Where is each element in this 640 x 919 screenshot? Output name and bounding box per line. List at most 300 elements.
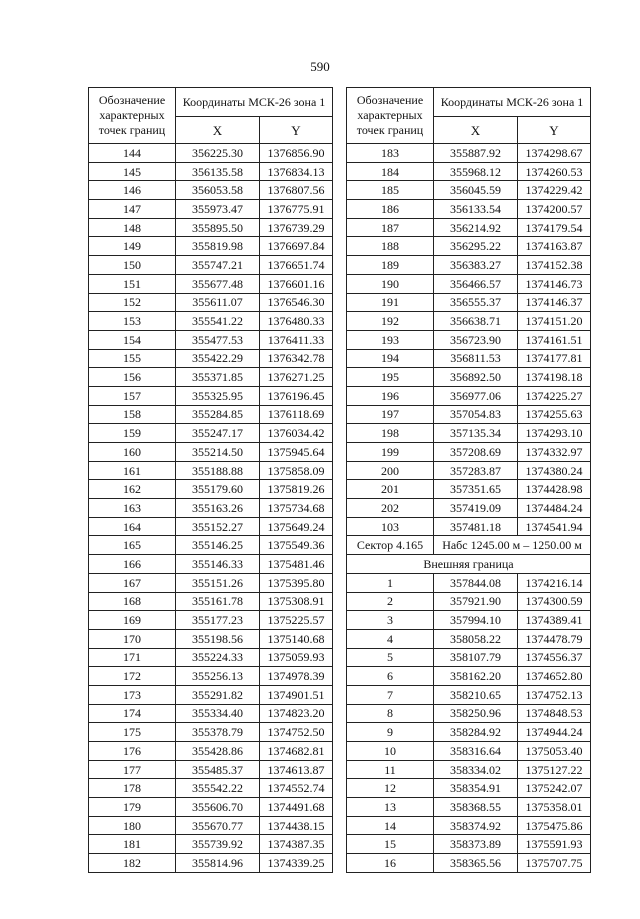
outer-boundary-label: Внешняя граница — [347, 555, 591, 574]
table-row — [89, 835, 333, 854]
table-row — [347, 611, 591, 630]
table-row — [347, 704, 591, 723]
point-number-cell: 147 — [89, 200, 176, 219]
x-coordinate-cell: 358210.65 — [434, 685, 518, 704]
x-coordinate-cell: 358250.96 — [434, 704, 518, 723]
point-number-cell: 164 — [89, 517, 176, 536]
point-column-header: Обозначение характерных точек границ — [89, 88, 176, 144]
y-coordinate-cell: 1376480.33 — [260, 312, 333, 331]
point-number-cell: 169 — [89, 611, 176, 630]
y-coordinate-cell: 1375858.09 — [260, 461, 333, 480]
x-coordinate-cell: 357135.34 — [434, 424, 518, 443]
x-coordinate-cell: 357994.10 — [434, 611, 518, 630]
point-number-cell: 199 — [347, 443, 434, 462]
y-coordinate-cell: 1374387.35 — [260, 835, 333, 854]
point-number-cell: 180 — [89, 816, 176, 835]
y-coordinate-cell: 1375059.93 — [260, 648, 333, 667]
x-coordinate-cell: 357054.83 — [434, 405, 518, 424]
point-number-cell: 5 — [347, 648, 434, 667]
table-row — [89, 256, 333, 275]
point-number-cell: 3 — [347, 611, 434, 630]
table-row — [347, 293, 591, 312]
table-row — [89, 760, 333, 779]
y-column-header: Y — [260, 117, 333, 144]
x-coordinate-cell: 356053.58 — [176, 181, 260, 200]
y-coordinate-cell: 1376601.16 — [260, 274, 333, 293]
y-coordinate-cell: 1374389.41 — [518, 611, 591, 630]
x-coordinate-cell: 355214.50 — [176, 443, 260, 462]
y-coordinate-cell: 1376034.42 — [260, 424, 333, 443]
y-coordinate-cell: 1376856.90 — [260, 144, 333, 163]
point-number-cell: 183 — [347, 144, 434, 163]
x-coordinate-cell: 358284.92 — [434, 723, 518, 742]
x-coordinate-cell: 355224.33 — [176, 648, 260, 667]
table-row — [89, 312, 333, 331]
point-number-cell: 9 — [347, 723, 434, 742]
y-coordinate-cell: 1374552.74 — [260, 779, 333, 798]
table-row — [89, 648, 333, 667]
x-coordinate-cell: 358162.20 — [434, 667, 518, 686]
right-coordinates-table — [346, 87, 591, 873]
table-row — [89, 162, 333, 181]
x-coordinate-cell: 355677.48 — [176, 274, 260, 293]
point-number-cell: 16 — [347, 854, 434, 873]
table-row — [89, 480, 333, 499]
table-row — [89, 330, 333, 349]
point-number-cell: 158 — [89, 405, 176, 424]
x-coordinate-cell: 356133.54 — [434, 200, 518, 219]
y-coordinate-cell: 1374225.27 — [518, 386, 591, 405]
point-number-cell: 152 — [89, 293, 176, 312]
y-coordinate-cell: 1376775.91 — [260, 200, 333, 219]
table-row — [347, 835, 591, 854]
point-number-cell: 163 — [89, 499, 176, 518]
table-row — [89, 742, 333, 761]
point-number-cell: 176 — [89, 742, 176, 761]
table-row — [89, 461, 333, 480]
table-row — [89, 144, 333, 163]
table-row — [347, 573, 591, 592]
point-number-cell: 146 — [89, 181, 176, 200]
x-coordinate-cell: 357283.87 — [434, 461, 518, 480]
table-row — [89, 218, 333, 237]
point-number-cell: 167 — [89, 573, 176, 592]
point-number-cell: 2 — [347, 592, 434, 611]
table-row — [347, 274, 591, 293]
table-row — [89, 667, 333, 686]
x-coordinate-cell: 355371.85 — [176, 368, 260, 387]
table-row — [89, 779, 333, 798]
x-coordinate-cell: 358334.02 — [434, 760, 518, 779]
x-coordinate-cell: 355325.95 — [176, 386, 260, 405]
point-number-cell: 149 — [89, 237, 176, 256]
point-number-cell: 178 — [89, 779, 176, 798]
point-number-cell: 155 — [89, 349, 176, 368]
y-coordinate-cell: 1376271.25 — [260, 368, 333, 387]
x-coordinate-cell: 355151.26 — [176, 573, 260, 592]
x-coordinate-cell: 355146.25 — [176, 536, 260, 555]
table-row — [89, 704, 333, 723]
x-coordinate-cell: 355606.70 — [176, 798, 260, 817]
y-coordinate-cell: 1374146.37 — [518, 293, 591, 312]
y-coordinate-cell: 1374613.87 — [260, 760, 333, 779]
table-row — [347, 368, 591, 387]
left-coordinates-table — [88, 87, 333, 873]
point-number-cell: 189 — [347, 256, 434, 275]
outer-boundary-row — [347, 555, 591, 574]
x-coordinate-cell: 355973.47 — [176, 200, 260, 219]
y-coordinate-cell: 1375140.68 — [260, 629, 333, 648]
table-row — [89, 685, 333, 704]
x-coordinate-cell: 358365.56 — [434, 854, 518, 873]
y-coordinate-cell: 1375395.80 — [260, 573, 333, 592]
x-coordinate-cell: 357481.18 — [434, 517, 518, 536]
x-coordinate-cell: 355428.86 — [176, 742, 260, 761]
table-row — [347, 648, 591, 667]
x-coordinate-cell: 356045.59 — [434, 181, 518, 200]
point-number-cell: 185 — [347, 181, 434, 200]
x-coordinate-cell: 356638.71 — [434, 312, 518, 331]
y-coordinate-cell: 1374151.20 — [518, 312, 591, 331]
y-coordinate-cell: 1375649.24 — [260, 517, 333, 536]
y-coordinate-cell: 1374752.50 — [260, 723, 333, 742]
y-coordinate-cell: 1374752.13 — [518, 685, 591, 704]
table-row — [347, 386, 591, 405]
table-row — [89, 181, 333, 200]
x-coordinate-cell: 355163.26 — [176, 499, 260, 518]
table-row — [347, 685, 591, 704]
y-coordinate-cell: 1376697.84 — [260, 237, 333, 256]
point-number-cell: 7 — [347, 685, 434, 704]
point-number-cell: 184 — [347, 162, 434, 181]
point-number-cell: 12 — [347, 779, 434, 798]
y-coordinate-cell: 1374823.20 — [260, 704, 333, 723]
table-row — [347, 330, 591, 349]
point-number-cell: 174 — [89, 704, 176, 723]
x-coordinate-cell: 356135.58 — [176, 162, 260, 181]
y-coordinate-cell: 1374163.87 — [518, 237, 591, 256]
table-row — [89, 816, 333, 835]
table-row — [347, 760, 591, 779]
table-row — [347, 200, 591, 219]
y-coordinate-cell: 1374484.24 — [518, 499, 591, 518]
x-coordinate-cell: 355814.96 — [176, 854, 260, 873]
x-coordinate-cell: 355334.40 — [176, 704, 260, 723]
point-number-cell: 8 — [347, 704, 434, 723]
point-number-cell: 6 — [347, 667, 434, 686]
y-coordinate-cell: 1374339.25 — [260, 854, 333, 873]
point-number-cell: 179 — [89, 798, 176, 817]
table-row — [89, 386, 333, 405]
point-number-cell: 162 — [89, 480, 176, 499]
point-number-cell: 190 — [347, 274, 434, 293]
point-number-cell: 201 — [347, 480, 434, 499]
point-number-cell: 186 — [347, 200, 434, 219]
table-row — [89, 555, 333, 574]
table-row — [347, 517, 591, 536]
table-row — [347, 237, 591, 256]
x-coordinate-cell: 356723.90 — [434, 330, 518, 349]
y-coordinate-cell: 1374541.94 — [518, 517, 591, 536]
table-row — [89, 443, 333, 462]
x-coordinate-cell: 355291.82 — [176, 685, 260, 704]
y-coordinate-cell: 1376651.74 — [260, 256, 333, 275]
point-number-cell: 160 — [89, 443, 176, 462]
x-coordinate-cell: 355378.79 — [176, 723, 260, 742]
table-row — [347, 816, 591, 835]
y-coordinate-cell: 1374198.18 — [518, 368, 591, 387]
x-coordinate-cell: 356977.06 — [434, 386, 518, 405]
sector-row — [347, 536, 591, 555]
x-coordinate-cell: 355177.23 — [176, 611, 260, 630]
x-coordinate-cell: 355541.22 — [176, 312, 260, 331]
point-number-cell: 150 — [89, 256, 176, 275]
table-row — [347, 312, 591, 331]
x-coordinate-cell: 355161.78 — [176, 592, 260, 611]
y-coordinate-cell: 1374944.24 — [518, 723, 591, 742]
point-number-cell: 177 — [89, 760, 176, 779]
table-row — [347, 218, 591, 237]
y-coordinate-cell: 1374478.79 — [518, 629, 591, 648]
y-coordinate-cell: 1375734.68 — [260, 499, 333, 518]
x-coordinate-cell: 355485.37 — [176, 760, 260, 779]
y-coordinate-cell: 1374298.67 — [518, 144, 591, 163]
table-row — [347, 144, 591, 163]
table-row — [347, 723, 591, 742]
point-number-cell: 196 — [347, 386, 434, 405]
point-number-cell: 173 — [89, 685, 176, 704]
x-coordinate-cell: 358107.79 — [434, 648, 518, 667]
y-coordinate-cell: 1374491.68 — [260, 798, 333, 817]
y-coordinate-cell: 1374229.42 — [518, 181, 591, 200]
page-number: 590 — [310, 59, 330, 74]
point-number-cell: 15 — [347, 835, 434, 854]
y-coordinate-cell: 1375053.40 — [518, 742, 591, 761]
point-number-cell: 171 — [89, 648, 176, 667]
point-number-cell: 182 — [89, 854, 176, 873]
point-number-cell: 148 — [89, 218, 176, 237]
x-coordinate-cell: 356892.50 — [434, 368, 518, 387]
table-row — [89, 293, 333, 312]
point-number-cell: 145 — [89, 162, 176, 181]
x-coordinate-cell: 355247.17 — [176, 424, 260, 443]
point-number-cell: 157 — [89, 386, 176, 405]
x-coordinate-cell: 355422.29 — [176, 349, 260, 368]
y-coordinate-cell: 1374380.24 — [518, 461, 591, 480]
x-coordinate-cell: 357208.69 — [434, 443, 518, 462]
x-coordinate-cell: 355739.92 — [176, 835, 260, 854]
y-coordinate-cell: 1376118.69 — [260, 405, 333, 424]
point-number-cell: 103 — [347, 517, 434, 536]
point-number-cell: 153 — [89, 312, 176, 331]
coord-system-header: Координаты МСК-26 зона 1 — [176, 88, 333, 117]
table-row — [89, 536, 333, 555]
y-coordinate-cell: 1375242.07 — [518, 779, 591, 798]
x-column-header: X — [434, 117, 518, 144]
y-coordinate-cell: 1374293.10 — [518, 424, 591, 443]
point-number-cell: 175 — [89, 723, 176, 742]
x-coordinate-cell: 356295.22 — [434, 237, 518, 256]
point-number-cell: 161 — [89, 461, 176, 480]
sector-label: Сектор 4.165 — [347, 536, 434, 555]
y-coordinate-cell: 1374848.53 — [518, 704, 591, 723]
x-coordinate-cell: 355477.53 — [176, 330, 260, 349]
table-row — [347, 424, 591, 443]
y-coordinate-cell: 1376834.13 — [260, 162, 333, 181]
y-coordinate-cell: 1374428.98 — [518, 480, 591, 499]
y-coordinate-cell: 1374332.97 — [518, 443, 591, 462]
x-coordinate-cell: 355152.27 — [176, 517, 260, 536]
point-number-cell: 165 — [89, 536, 176, 555]
point-number-cell: 191 — [347, 293, 434, 312]
point-number-cell: 170 — [89, 629, 176, 648]
table-row — [347, 798, 591, 817]
x-coordinate-cell: 355670.77 — [176, 816, 260, 835]
y-coordinate-cell: 1374152.38 — [518, 256, 591, 275]
y-coordinate-cell: 1375225.57 — [260, 611, 333, 630]
x-coordinate-cell: 358373.89 — [434, 835, 518, 854]
sector-section — [347, 536, 591, 573]
table-row — [347, 742, 591, 761]
table-row — [89, 237, 333, 256]
y-coordinate-cell: 1376342.78 — [260, 349, 333, 368]
coord-system-header: Координаты МСК-26 зона 1 — [434, 88, 591, 117]
table-row — [89, 349, 333, 368]
x-coordinate-cell: 356383.27 — [434, 256, 518, 275]
point-number-cell: 10 — [347, 742, 434, 761]
table-row — [347, 181, 591, 200]
right-table-body-lower — [347, 573, 591, 872]
table-row — [347, 854, 591, 873]
point-number-cell: 195 — [347, 368, 434, 387]
x-coordinate-cell: 356811.53 — [434, 349, 518, 368]
y-coordinate-cell: 1374682.81 — [260, 742, 333, 761]
table-row — [89, 573, 333, 592]
y-coordinate-cell: 1375549.36 — [260, 536, 333, 555]
point-number-cell: 151 — [89, 274, 176, 293]
x-coordinate-cell: 355198.56 — [176, 629, 260, 648]
x-coordinate-cell: 357844.08 — [434, 573, 518, 592]
right-table-body-upper — [347, 144, 591, 536]
y-coordinate-cell: 1374146.73 — [518, 274, 591, 293]
x-coordinate-cell: 355179.60 — [176, 480, 260, 499]
table-row — [347, 461, 591, 480]
y-coordinate-cell: 1375707.75 — [518, 854, 591, 873]
x-coordinate-cell: 355968.12 — [434, 162, 518, 181]
point-number-cell: 1 — [347, 573, 434, 592]
table-row — [347, 256, 591, 275]
x-coordinate-cell: 355819.98 — [176, 237, 260, 256]
y-coordinate-cell: 1375127.22 — [518, 760, 591, 779]
y-coordinate-cell: 1376739.29 — [260, 218, 333, 237]
point-number-cell: 14 — [347, 816, 434, 835]
y-coordinate-cell: 1375819.26 — [260, 480, 333, 499]
table-row — [89, 723, 333, 742]
point-number-cell: 172 — [89, 667, 176, 686]
y-coordinate-cell: 1374255.63 — [518, 405, 591, 424]
x-coordinate-cell: 355542.22 — [176, 779, 260, 798]
table-row — [89, 274, 333, 293]
y-coordinate-cell: 1375591.93 — [518, 835, 591, 854]
table-row — [347, 779, 591, 798]
y-coordinate-cell: 1374300.59 — [518, 592, 591, 611]
y-coordinate-cell: 1374161.51 — [518, 330, 591, 349]
point-number-cell: 188 — [347, 237, 434, 256]
x-coordinate-cell: 355747.21 — [176, 256, 260, 275]
x-coordinate-cell: 357351.65 — [434, 480, 518, 499]
x-coordinate-cell: 357921.90 — [434, 592, 518, 611]
table-row — [347, 405, 591, 424]
x-coordinate-cell: 355611.07 — [176, 293, 260, 312]
point-number-cell: 187 — [347, 218, 434, 237]
x-coordinate-cell: 358354.91 — [434, 779, 518, 798]
table-row — [89, 629, 333, 648]
point-column-header: Обозначение характерных точек границ — [347, 88, 434, 144]
point-number-cell: 154 — [89, 330, 176, 349]
y-coordinate-cell: 1374260.53 — [518, 162, 591, 181]
left-table-body — [89, 144, 333, 873]
point-number-cell: 168 — [89, 592, 176, 611]
y-coordinate-cell: 1374216.14 — [518, 573, 591, 592]
x-coordinate-cell: 356466.57 — [434, 274, 518, 293]
x-coordinate-cell: 356214.92 — [434, 218, 518, 237]
point-number-cell: 13 — [347, 798, 434, 817]
point-number-cell: 198 — [347, 424, 434, 443]
y-coordinate-cell: 1374978.39 — [260, 667, 333, 686]
point-number-cell: 197 — [347, 405, 434, 424]
y-coordinate-cell: 1376807.56 — [260, 181, 333, 200]
x-coordinate-cell: 356225.30 — [176, 144, 260, 163]
point-number-cell: 156 — [89, 368, 176, 387]
table-row — [89, 798, 333, 817]
point-number-cell: 194 — [347, 349, 434, 368]
y-coordinate-cell: 1375308.91 — [260, 592, 333, 611]
table-row — [89, 424, 333, 443]
y-coordinate-cell: 1376196.45 — [260, 386, 333, 405]
x-coordinate-cell: 358316.64 — [434, 742, 518, 761]
y-coordinate-cell: 1374652.80 — [518, 667, 591, 686]
point-number-cell: 200 — [347, 461, 434, 480]
table-row — [89, 200, 333, 219]
table-row — [89, 854, 333, 873]
sector-elevation: Набс 1245.00 м – 1250.00 м — [434, 536, 591, 555]
point-number-cell: 4 — [347, 629, 434, 648]
y-coordinate-cell: 1374901.51 — [260, 685, 333, 704]
x-column-header: X — [176, 117, 260, 144]
table-row — [347, 349, 591, 368]
x-coordinate-cell: 355256.13 — [176, 667, 260, 686]
y-column-header: Y — [518, 117, 591, 144]
x-coordinate-cell: 355887.92 — [434, 144, 518, 163]
table-row — [89, 368, 333, 387]
x-coordinate-cell: 357419.09 — [434, 499, 518, 518]
y-coordinate-cell: 1375945.64 — [260, 443, 333, 462]
point-number-cell: 192 — [347, 312, 434, 331]
x-coordinate-cell: 355188.88 — [176, 461, 260, 480]
table-row — [347, 480, 591, 499]
table-row — [89, 592, 333, 611]
x-coordinate-cell: 358374.92 — [434, 816, 518, 835]
point-number-cell: 144 — [89, 144, 176, 163]
table-row — [347, 499, 591, 518]
y-coordinate-cell: 1374200.57 — [518, 200, 591, 219]
y-coordinate-cell: 1374179.54 — [518, 218, 591, 237]
table-row — [347, 667, 591, 686]
table-row — [89, 611, 333, 630]
y-coordinate-cell: 1374177.81 — [518, 349, 591, 368]
table-row — [347, 162, 591, 181]
x-coordinate-cell: 355284.85 — [176, 405, 260, 424]
